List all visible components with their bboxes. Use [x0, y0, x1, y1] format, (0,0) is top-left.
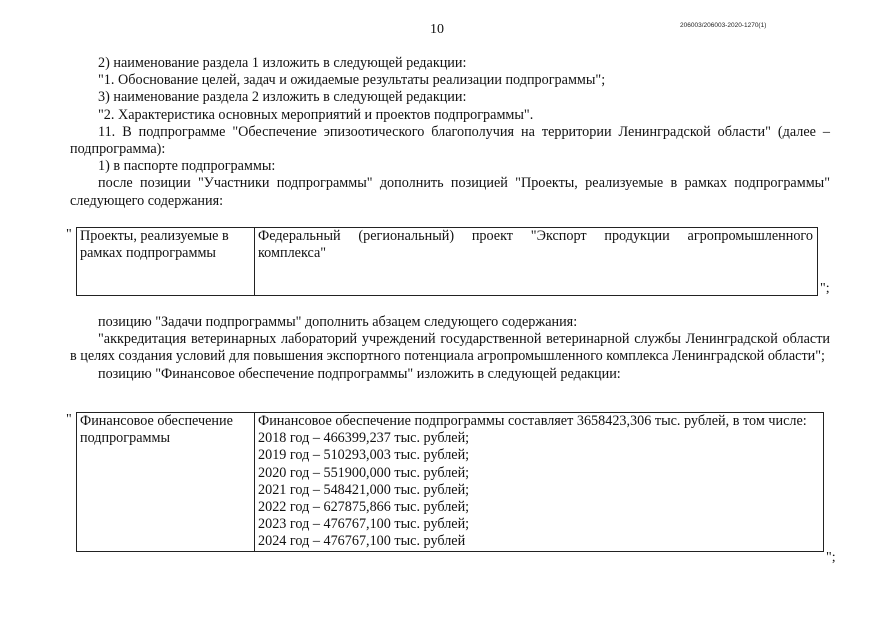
page-number: 10: [430, 22, 444, 37]
finance-year-line: 2020 год – 551900,000 тыс. рублей;: [258, 464, 470, 481]
paragraph: 3) наименование раздела 2 изложить в следующей редакции:: [98, 89, 467, 106]
table-row: [77, 413, 824, 552]
paragraph: позицию "Задачи подпрограммы" дополнить абзацем следующего содержания:: [98, 314, 578, 330]
finance-year-line: 2024 год – 476767,100 тыс. рублей: [258, 533, 466, 550]
projects-table: [76, 227, 818, 296]
paragraph: 1) в паспорте подпрограммы:: [98, 158, 276, 175]
finance-year-line: 2019 год – 510293,003 тыс. рублей;: [258, 447, 470, 464]
finance-table: [76, 412, 824, 552]
finance-year-line: 2023 год – 476767,100 тыс. рублей;: [258, 516, 470, 533]
table-label-cell: Проекты, реализуемые в рамках подпрограммы: [77, 228, 255, 296]
paragraph: позицию "Финансовое обеспечение подпрограммы" изложить в следующей редакции:: [98, 365, 621, 382]
table-value-cell: Федеральный (региональный) проект "Экспорт продукции агропромышленного комплекса": [255, 228, 818, 296]
table-row: [77, 228, 818, 296]
finance-year-line: 2018 год – 466399,237 тыс. рублей;: [258, 430, 470, 447]
finance-intro: Финансовое обеспечение подпрограммы составляет 3658423,306 тыс. рублей, в том числе:: [258, 413, 807, 429]
document-code: 206003/206003-2020-1270(1): [680, 22, 767, 29]
table-label-cell: Финансовое обеспечение подпрограммы: [77, 413, 255, 552]
finance-year-line: 2022 год – 627875,866 тыс. рублей;: [258, 499, 470, 516]
paragraph: "2. Характеристика основных мероприятий и проектов подпрограммы".: [98, 106, 534, 123]
table2-close-quote: ";: [826, 550, 836, 565]
table2-open-quote: ": [66, 412, 72, 427]
text-block-middle: [70, 314, 830, 383]
paragraph: 11. В подпрограмме "Обеспечение эпизоотического благополучия на территории Ленинградской области" (далее – подпрограмма):: [70, 123, 830, 158]
paragraph: "аккредитация ветеринарных лабораторий учреждений государственной ветеринарной службы Ленинградской области в целях создания условий для повышения экспортного потенциала агропромышленного комплекса Ленинградской области";: [70, 331, 830, 365]
table-value-cell: [255, 413, 824, 552]
paragraph: после позиции "Участники подпрограммы" дополнить позицией "Проекты, реализуемые в рамках подпрограммы" следующего содержания:: [70, 175, 830, 209]
paragraph: 2) наименование раздела 1 изложить в следующей редакции:: [98, 55, 467, 71]
table1-open-quote: ": [66, 227, 72, 242]
text-block-top: [70, 55, 830, 210]
finance-year-line: 2021 год – 548421,000 тыс. рублей;: [258, 481, 470, 498]
paragraph: "1. Обоснование целей, задач и ожидаемые результаты реализации подпрограммы";: [98, 72, 606, 89]
table1-close-quote: ";: [820, 281, 830, 296]
